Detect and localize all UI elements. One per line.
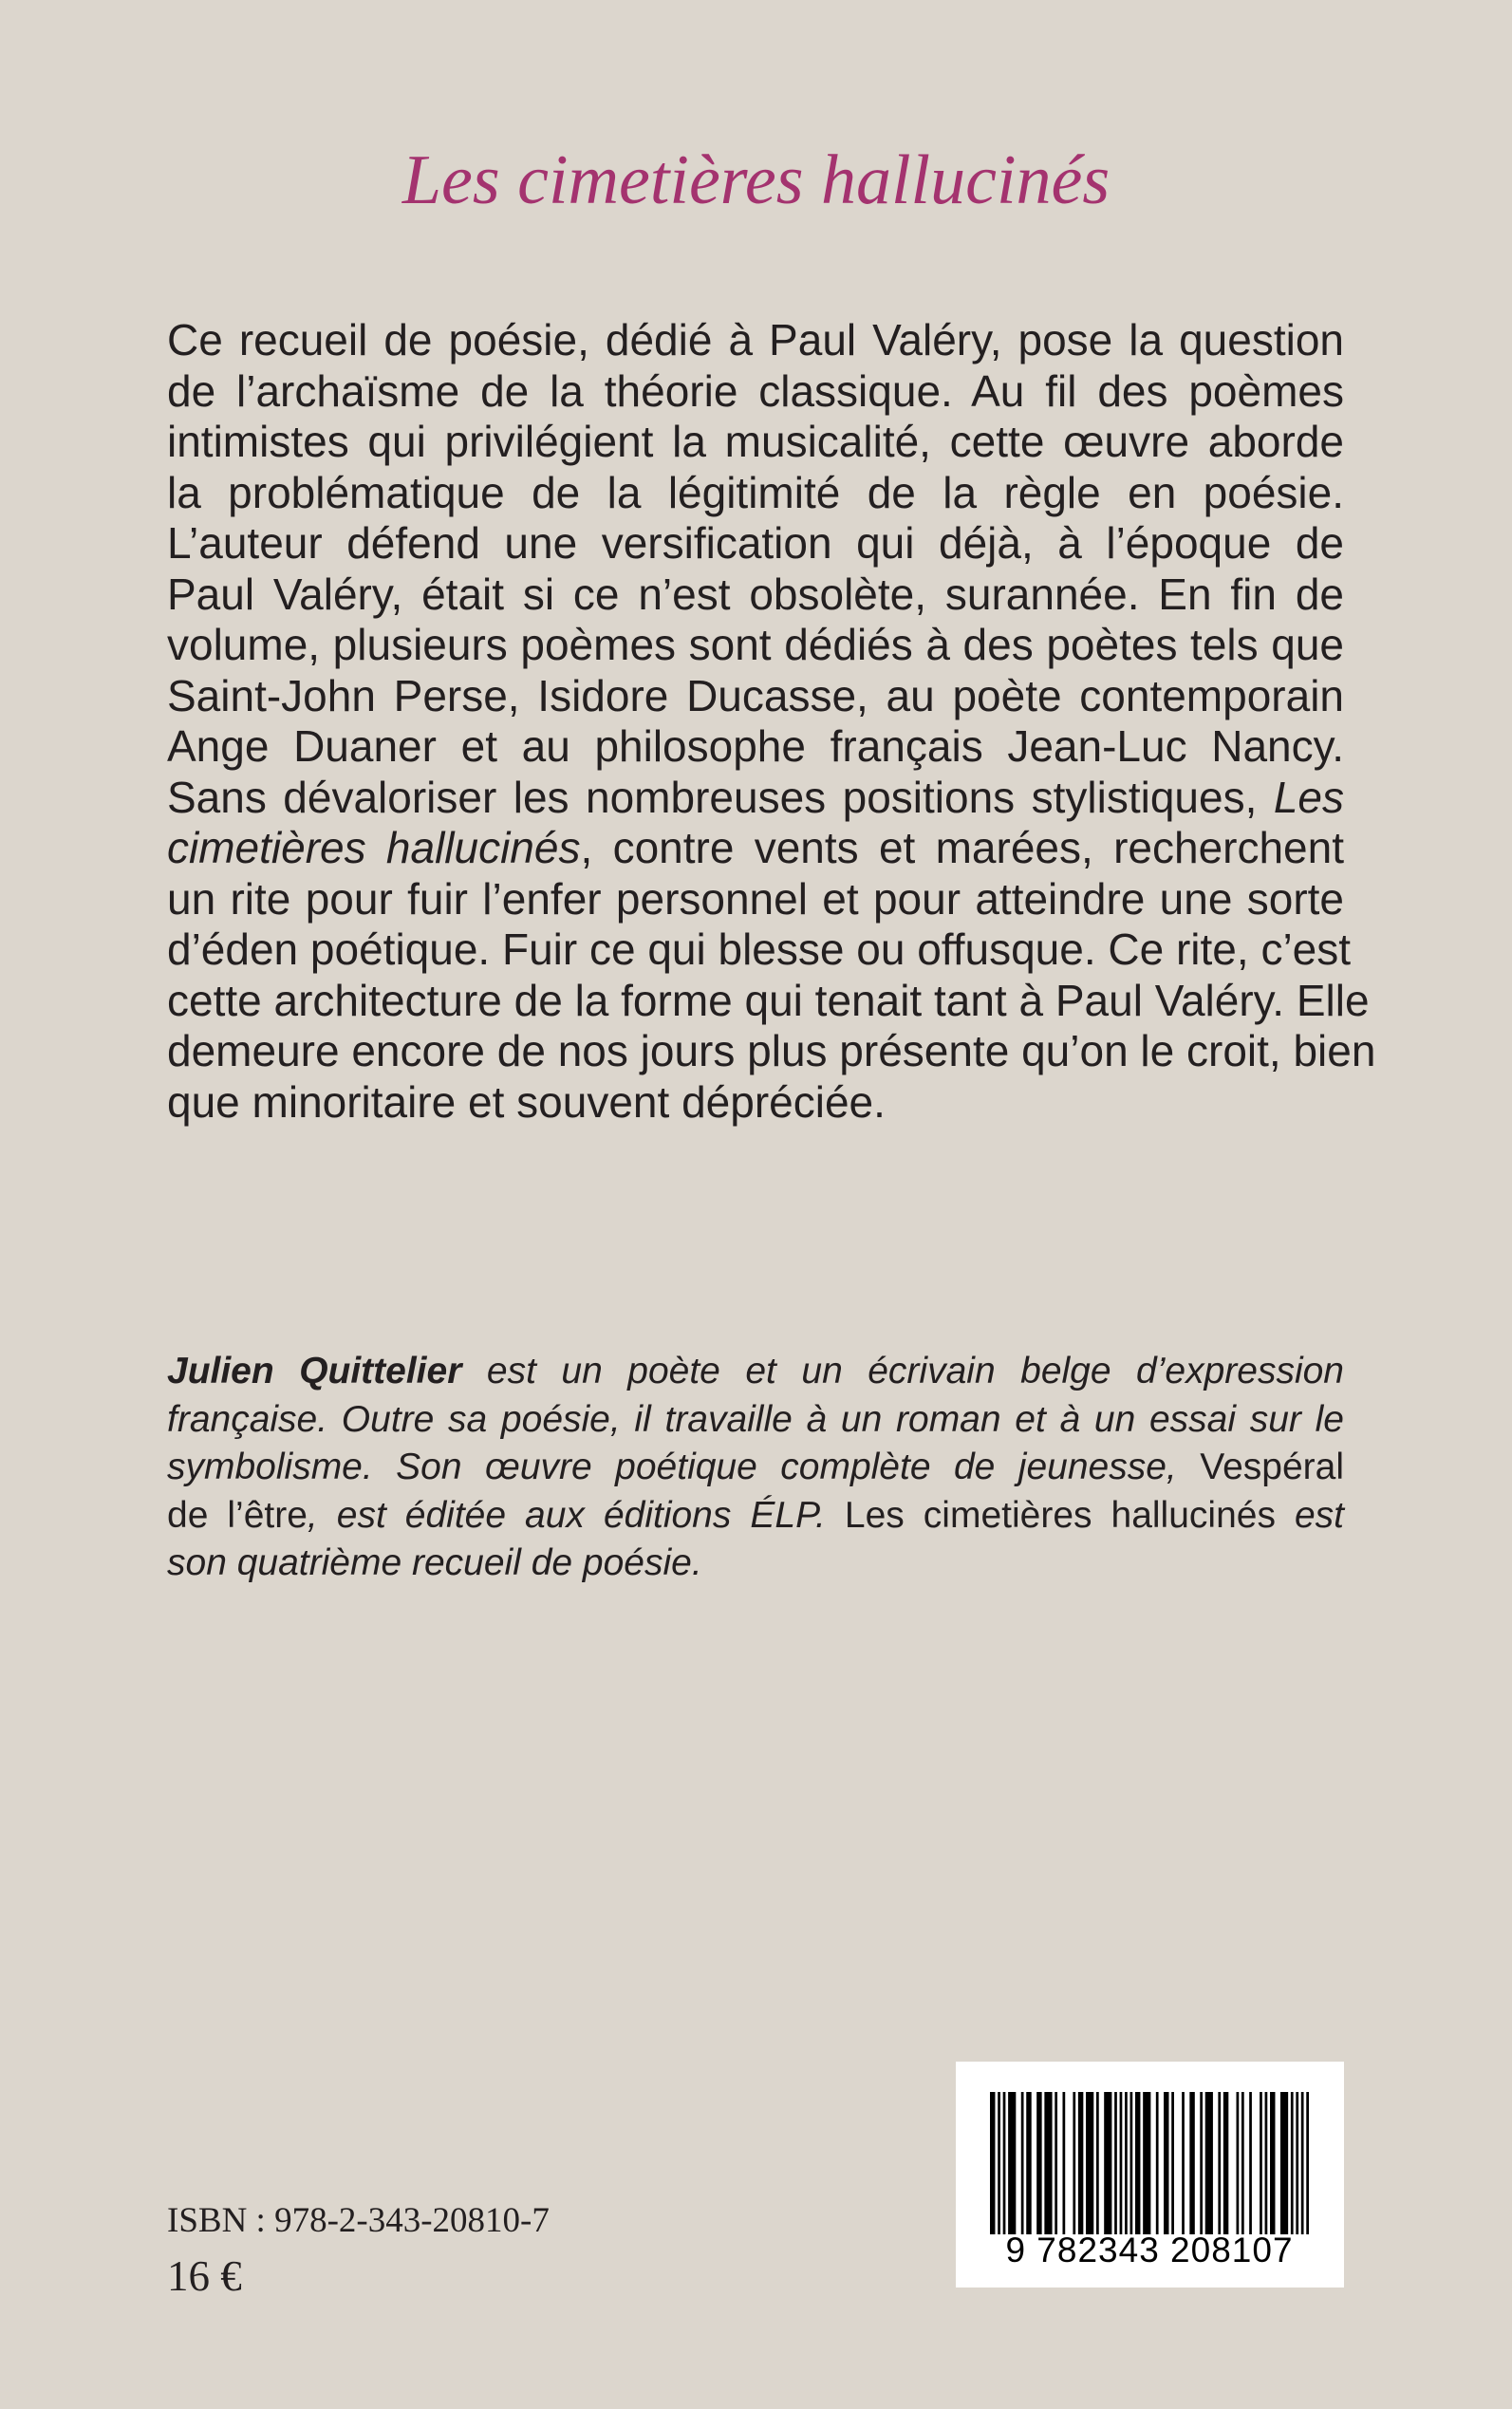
barcode-bar — [1218, 2092, 1221, 2234]
barcode-digits: 9 782343 208107 — [1005, 2231, 1294, 2269]
summary-line: que minoritaire et souvent dépréciée. — [167, 1076, 886, 1127]
barcode-bar — [1086, 2092, 1093, 2234]
summary-line: Saint-John Perse, Isidore Ducasse, au poète contemporain — [167, 670, 1344, 720]
barcode-bar — [1055, 2092, 1057, 2234]
bio-text-part: est — [1275, 1494, 1344, 1536]
barcode-bar — [1237, 2092, 1240, 2234]
bio-line: son quatrième recueil de poésie. — [167, 1542, 702, 1583]
summary-line: la problématique de la légitimité de la règle en poésie. — [167, 467, 1344, 517]
barcode-bar — [1280, 2092, 1288, 2234]
barcode-bar — [1008, 2092, 1016, 2234]
barcode-bar — [1073, 2092, 1075, 2234]
barcode-bar — [1265, 2092, 1268, 2234]
barcode-bar — [1223, 2092, 1228, 2234]
summary-line: demeure encore de nos jours plus présente qu’on le croit, bien — [167, 1026, 1376, 1075]
barcode-bar — [1291, 2092, 1294, 2234]
barcode-bar — [1296, 2092, 1298, 2234]
barcode-bars — [990, 2092, 1309, 2234]
barcode — [956, 2062, 1344, 2288]
summary-text — [167, 315, 1376, 1128]
summary-line: intimistes qui privilégient la musicalité, cette œuvre aborde — [167, 417, 1344, 466]
bio-line — [167, 1348, 1344, 1396]
summary-line: volume, plusieurs poèmes sont dédiés à des poètes tels que — [167, 620, 1344, 669]
barcode-bar — [1182, 2092, 1185, 2234]
work-title: Vespéral — [1176, 1447, 1344, 1487]
barcode-bar — [1003, 2092, 1006, 2234]
barcode-bar — [1096, 2092, 1099, 2234]
barcode-bar — [1205, 2092, 1213, 2234]
title-reference: Les — [1273, 772, 1345, 822]
summary-text-part: Sans dévaloriser les nombreuses positions stylistiques, — [167, 772, 1258, 822]
author-name: Julien Quittelier — [167, 1351, 462, 1391]
barcode-bar — [1120, 2092, 1123, 2234]
barcode-bar — [1114, 2092, 1117, 2234]
title-reference: cimetières hallucinés — [167, 823, 581, 872]
summary-line — [167, 823, 1344, 874]
work-title: Les cimetières hallucinés — [825, 1494, 1276, 1536]
author-bio — [167, 1348, 1344, 1588]
barcode-bar — [1200, 2092, 1203, 2234]
work-title: de l’être — [167, 1494, 308, 1536]
bio-line: française. Outre sa poésie, il travaille à un roman et à un essai sur le — [167, 1398, 1344, 1440]
book-title: Les cimetières hallucinés — [401, 141, 1111, 219]
summary-line: Paul Valéry, était si ce n’est obsolète, surannée. En fin de — [167, 569, 1344, 619]
barcode-bar — [1171, 2092, 1174, 2234]
bio-text-part: est un poète et un écrivain belge d’expression — [461, 1351, 1344, 1391]
bio-line — [167, 1492, 1344, 1541]
barcode-bar — [1135, 2092, 1140, 2234]
barcode-bar — [1241, 2092, 1244, 2234]
isbn-number: ISBN : 978-2-343-20810-7 — [167, 2201, 550, 2240]
summary-line: Ce recueil de poésie, dédié à Paul Valéry, pose la question — [167, 315, 1344, 364]
barcode-bar — [1270, 2092, 1275, 2234]
barcode-bar — [1164, 2092, 1168, 2234]
price-label: 16 € — [167, 2252, 242, 2300]
barcode-bar — [998, 2092, 1000, 2234]
bio-line — [167, 1444, 1344, 1492]
bio-text-part: , est éditée aux éditions ÉLP. — [307, 1494, 826, 1536]
barcode-bar — [1189, 2092, 1194, 2234]
barcode-bar — [1036, 2092, 1041, 2234]
barcode-bar — [1044, 2092, 1052, 2234]
barcode-bar — [1301, 2092, 1304, 2234]
summary-line: Ange Duaner et au philosophe français Jean-Luc Nancy. — [167, 721, 1344, 771]
bio-text-part: symbolisme. Son œuvre poétique complète de jeunesse, — [167, 1447, 1177, 1487]
barcode-bar — [1156, 2092, 1159, 2234]
barcode-bar — [1260, 2092, 1262, 2234]
summary-line: de l’archaïsme de la théorie classique. Au fil des poèmes — [167, 365, 1344, 416]
summary-line: d’éden poétique. Fuir ce qui blesse ou offusque. Ce rite, c’est — [167, 924, 1352, 974]
barcode-bar — [1143, 2092, 1150, 2234]
barcode-bar — [1021, 2092, 1024, 2234]
summary-line: cette architecture de la forme qui tenait tant à Paul Valéry. Elle — [167, 975, 1370, 1025]
barcode-bar — [1130, 2092, 1133, 2234]
barcode-bar — [1078, 2092, 1083, 2234]
barcode-bar — [1306, 2092, 1309, 2234]
barcode-bar — [990, 2092, 995, 2234]
barcode-bar — [1249, 2092, 1252, 2234]
summary-line: un rite pour fuir l’enfer personnel et pour atteindre une sorte — [167, 873, 1344, 924]
barcode-bar — [1026, 2092, 1031, 2234]
summary-line — [167, 773, 1344, 824]
barcode-bar — [1125, 2092, 1128, 2234]
summary-text-part: , contre vents et marées, recherchent — [580, 823, 1344, 872]
summary-line: L’auteur défend une versification qui déjà, à l’époque de — [167, 518, 1344, 568]
barcode-bar — [1104, 2092, 1111, 2234]
barcode-bar — [1062, 2092, 1065, 2234]
